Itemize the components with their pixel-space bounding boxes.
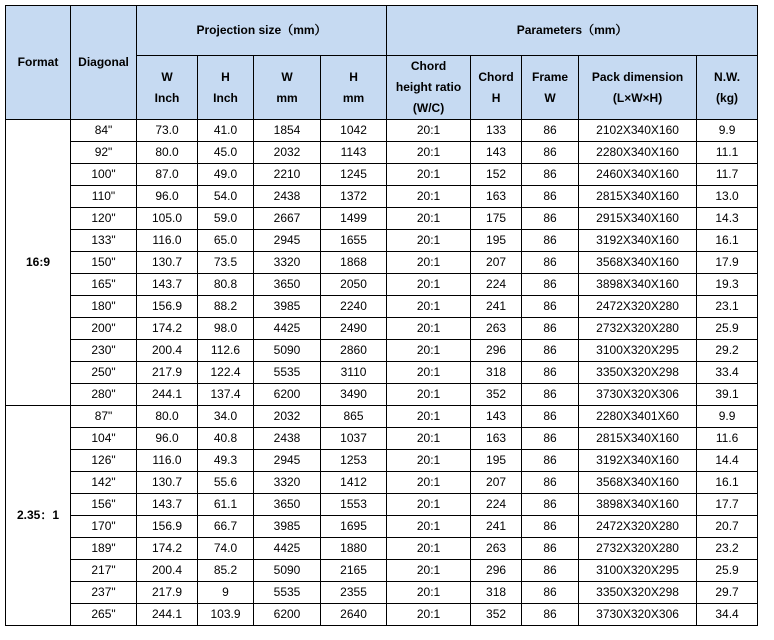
chord-ratio-cell: 20:1 (387, 274, 471, 296)
chord-h-cell: 296 (471, 340, 522, 362)
net-weight-cell: 17.7 (697, 494, 758, 516)
chord-ratio-cell: 20:1 (387, 604, 471, 626)
w-mm-cell: 2667 (254, 208, 321, 230)
h-mm-cell: 1245 (321, 164, 387, 186)
h-mm-cell: 1499 (321, 208, 387, 230)
net-weight-cell: 20.7 (697, 516, 758, 538)
h-inch-cell: 103.9 (198, 604, 254, 626)
table-row (6, 604, 758, 626)
table-row (6, 428, 758, 450)
frame-w-cell: 86 (522, 406, 579, 428)
w-mm-cell: 2032 (254, 142, 321, 164)
h-mm-cell: 1655 (321, 230, 387, 252)
projection-size-header: Projection size（mm） (137, 6, 387, 56)
h-inch-cell: 59.0 (198, 208, 254, 230)
h-inch-cell: 88.2 (198, 296, 254, 318)
w-mm-cell: 6200 (254, 384, 321, 406)
pack-dimension-cell: 2280X340X160 (579, 142, 697, 164)
w-mm-cell: 2945 (254, 450, 321, 472)
chord-ratio-cell: 20:1 (387, 494, 471, 516)
col-chord-h: Chord H (471, 56, 522, 120)
h-inch-cell: 98.0 (198, 318, 254, 340)
frame-w-cell: 86 (522, 120, 579, 142)
net-weight-cell: 16.1 (697, 472, 758, 494)
w-mm-cell: 4425 (254, 318, 321, 340)
w-inch-cell: 200.4 (137, 340, 198, 362)
diagonal-cell: 104" (71, 428, 137, 450)
pack-dimension-cell: 2815X340X160 (579, 186, 697, 208)
pack-dimension-cell: 2732X320X280 (579, 318, 697, 340)
pack-dimension-cell: 2280X3401X60 (579, 406, 697, 428)
col-chord-ratio: Chord height ratio (W/C) (387, 56, 471, 120)
pack-dimension-cell: 3898X340X160 (579, 274, 697, 296)
chord-h-cell: 241 (471, 296, 522, 318)
col-frame-w: Frame W (522, 56, 579, 120)
chord-h-cell: 175 (471, 208, 522, 230)
pack-dimension-cell: 2815X340X160 (579, 428, 697, 450)
net-weight-cell: 9.9 (697, 406, 758, 428)
col-w-mm: W mm (254, 56, 321, 120)
diagonal-cell: 280" (71, 384, 137, 406)
w-inch-cell: 87.0 (137, 164, 198, 186)
pack-dimension-cell: 2472X320X280 (579, 516, 697, 538)
h-inch-cell: 74.0 (198, 538, 254, 560)
pack-dimension-cell: 2915X340X160 (579, 208, 697, 230)
chord-h-cell: 207 (471, 472, 522, 494)
net-weight-cell: 39.1 (697, 384, 758, 406)
table-row (6, 208, 758, 230)
table-row (6, 516, 758, 538)
diagonal-cell: 92" (71, 142, 137, 164)
diagonal-cell: 87" (71, 406, 137, 428)
chord-ratio-cell: 20:1 (387, 560, 471, 582)
w-mm-cell: 4425 (254, 538, 321, 560)
diagonal-cell: 150" (71, 252, 137, 274)
net-weight-cell: 29.7 (697, 582, 758, 604)
frame-w-cell: 86 (522, 384, 579, 406)
col-h-inch: H Inch (198, 56, 254, 120)
frame-w-cell: 86 (522, 428, 579, 450)
net-weight-cell: 23.1 (697, 296, 758, 318)
col-net-weight: N.W. (kg) (697, 56, 758, 120)
h-mm-cell: 2165 (321, 560, 387, 582)
table-row (6, 362, 758, 384)
chord-ratio-cell: 20:1 (387, 296, 471, 318)
w-mm-cell: 5535 (254, 362, 321, 384)
table-row (6, 450, 758, 472)
spec-table (5, 5, 758, 626)
h-mm-cell: 1042 (321, 120, 387, 142)
w-inch-cell: 130.7 (137, 472, 198, 494)
w-inch-cell: 80.0 (137, 406, 198, 428)
chord-h-cell: 143 (471, 142, 522, 164)
h-mm-cell: 2860 (321, 340, 387, 362)
w-inch-cell: 116.0 (137, 230, 198, 252)
chord-ratio-cell: 20:1 (387, 582, 471, 604)
diagonal-cell: 189" (71, 538, 137, 560)
h-mm-cell: 2355 (321, 582, 387, 604)
diagonal-cell: 217" (71, 560, 137, 582)
w-mm-cell: 6200 (254, 604, 321, 626)
chord-h-cell: 224 (471, 494, 522, 516)
w-mm-cell: 5090 (254, 560, 321, 582)
w-mm-cell: 3320 (254, 472, 321, 494)
net-weight-cell: 23.2 (697, 538, 758, 560)
chord-h-cell: 241 (471, 516, 522, 538)
frame-w-cell: 86 (522, 296, 579, 318)
table-row (6, 406, 758, 428)
chord-h-cell: 195 (471, 230, 522, 252)
chord-h-cell: 195 (471, 450, 522, 472)
chord-ratio-cell: 20:1 (387, 252, 471, 274)
w-inch-cell: 200.4 (137, 560, 198, 582)
chord-ratio-cell: 20:1 (387, 362, 471, 384)
pack-dimension-cell: 3568X340X160 (579, 472, 697, 494)
w-inch-cell: 143.7 (137, 274, 198, 296)
diagonal-cell: 84" (71, 120, 137, 142)
diagonal-cell: 126" (71, 450, 137, 472)
w-mm-cell: 3320 (254, 252, 321, 274)
w-inch-cell: 96.0 (137, 428, 198, 450)
w-inch-cell: 174.2 (137, 538, 198, 560)
chord-h-cell: 318 (471, 362, 522, 384)
h-mm-cell: 1868 (321, 252, 387, 274)
w-inch-cell: 116.0 (137, 450, 198, 472)
chord-ratio-cell: 20:1 (387, 120, 471, 142)
w-mm-cell: 3985 (254, 296, 321, 318)
w-inch-cell: 174.2 (137, 318, 198, 340)
table-row (6, 164, 758, 186)
frame-w-cell: 86 (522, 252, 579, 274)
h-inch-cell: 41.0 (198, 120, 254, 142)
h-mm-cell: 1372 (321, 186, 387, 208)
net-weight-cell: 33.4 (697, 362, 758, 384)
w-inch-cell: 244.1 (137, 604, 198, 626)
w-mm-cell: 2438 (254, 428, 321, 450)
chord-h-cell: 133 (471, 120, 522, 142)
frame-w-cell: 86 (522, 450, 579, 472)
w-inch-cell: 244.1 (137, 384, 198, 406)
chord-h-cell: 263 (471, 318, 522, 340)
table-row (6, 582, 758, 604)
frame-w-cell: 86 (522, 472, 579, 494)
h-mm-cell: 1695 (321, 516, 387, 538)
table-row (6, 296, 758, 318)
table-row (6, 340, 758, 362)
chord-h-cell: 163 (471, 186, 522, 208)
table-header (6, 6, 758, 120)
chord-ratio-cell: 20:1 (387, 186, 471, 208)
format-header: Format (6, 6, 71, 120)
net-weight-cell: 11.7 (697, 164, 758, 186)
col-h-mm: H mm (321, 56, 387, 120)
frame-w-cell: 86 (522, 494, 579, 516)
col-pack-dimension: Pack dimension (L×W×H) (579, 56, 697, 120)
diagonal-cell: 142" (71, 472, 137, 494)
net-weight-cell: 11.6 (697, 428, 758, 450)
chord-h-cell: 207 (471, 252, 522, 274)
h-inch-cell: 66.7 (198, 516, 254, 538)
diagonal-cell: 265" (71, 604, 137, 626)
w-mm-cell: 2210 (254, 164, 321, 186)
diagonal-cell: 230" (71, 340, 137, 362)
chord-ratio-cell: 20:1 (387, 428, 471, 450)
pack-dimension-cell: 2472X320X280 (579, 296, 697, 318)
net-weight-cell: 25.9 (697, 318, 758, 340)
chord-h-cell: 296 (471, 560, 522, 582)
table-row (6, 230, 758, 252)
h-inch-cell: 49.3 (198, 450, 254, 472)
w-inch-cell: 73.0 (137, 120, 198, 142)
table-body (6, 120, 758, 626)
h-inch-cell: 54.0 (198, 186, 254, 208)
chord-ratio-cell: 20:1 (387, 164, 471, 186)
h-inch-cell: 122.4 (198, 362, 254, 384)
w-inch-cell: 130.7 (137, 252, 198, 274)
h-inch-cell: 85.2 (198, 560, 254, 582)
frame-w-cell: 86 (522, 164, 579, 186)
h-mm-cell: 1037 (321, 428, 387, 450)
frame-w-cell: 86 (522, 340, 579, 362)
chord-ratio-cell: 20:1 (387, 318, 471, 340)
chord-ratio-cell: 20:1 (387, 208, 471, 230)
frame-w-cell: 86 (522, 516, 579, 538)
format-cell: 2.35：1 (6, 406, 71, 626)
diagonal-cell: 237" (71, 582, 137, 604)
diagonal-cell: 250" (71, 362, 137, 384)
chord-ratio-cell: 20:1 (387, 142, 471, 164)
h-inch-cell: 73.5 (198, 252, 254, 274)
pack-dimension-cell: 2102X340X160 (579, 120, 697, 142)
net-weight-cell: 13.0 (697, 186, 758, 208)
chord-h-cell: 263 (471, 538, 522, 560)
chord-ratio-cell: 20:1 (387, 406, 471, 428)
pack-dimension-cell: 2460X340X160 (579, 164, 697, 186)
table-row (6, 538, 758, 560)
w-mm-cell: 2945 (254, 230, 321, 252)
diagonal-cell: 110" (71, 186, 137, 208)
h-inch-cell: 45.0 (198, 142, 254, 164)
h-inch-cell: 112.6 (198, 340, 254, 362)
chord-ratio-cell: 20:1 (387, 230, 471, 252)
chord-ratio-cell: 20:1 (387, 538, 471, 560)
w-inch-cell: 217.9 (137, 582, 198, 604)
net-weight-cell: 16.1 (697, 230, 758, 252)
w-inch-cell: 80.0 (137, 142, 198, 164)
net-weight-cell: 25.9 (697, 560, 758, 582)
net-weight-cell: 17.9 (697, 252, 758, 274)
h-mm-cell: 1143 (321, 142, 387, 164)
w-mm-cell: 5090 (254, 340, 321, 362)
table-row (6, 252, 758, 274)
w-mm-cell: 3650 (254, 494, 321, 516)
h-mm-cell: 2240 (321, 296, 387, 318)
col-w-inch: W Inch (137, 56, 198, 120)
h-mm-cell: 1412 (321, 472, 387, 494)
w-mm-cell: 2438 (254, 186, 321, 208)
frame-w-cell: 86 (522, 582, 579, 604)
w-mm-cell: 3985 (254, 516, 321, 538)
chord-h-cell: 152 (471, 164, 522, 186)
table-row (6, 494, 758, 516)
table-row (6, 274, 758, 296)
diagonal-cell: 120" (71, 208, 137, 230)
h-mm-cell: 2640 (321, 604, 387, 626)
pack-dimension-cell: 3192X340X160 (579, 450, 697, 472)
chord-h-cell: 163 (471, 428, 522, 450)
diagonal-cell: 133" (71, 230, 137, 252)
frame-w-cell: 86 (522, 604, 579, 626)
frame-w-cell: 86 (522, 560, 579, 582)
chord-h-cell: 352 (471, 384, 522, 406)
h-inch-cell: 61.1 (198, 494, 254, 516)
net-weight-cell: 19.3 (697, 274, 758, 296)
table-row (6, 472, 758, 494)
pack-dimension-cell: 2732X320X280 (579, 538, 697, 560)
table-row (6, 560, 758, 582)
format-cell: 16:9 (6, 120, 71, 406)
chord-h-cell: 143 (471, 406, 522, 428)
pack-dimension-cell: 3730X320X306 (579, 384, 697, 406)
h-inch-cell: 80.8 (198, 274, 254, 296)
h-inch-cell: 65.0 (198, 230, 254, 252)
frame-w-cell: 86 (522, 208, 579, 230)
diagonal-cell: 100" (71, 164, 137, 186)
frame-w-cell: 86 (522, 230, 579, 252)
w-inch-cell: 156.9 (137, 296, 198, 318)
table-row (6, 318, 758, 340)
table-row (6, 142, 758, 164)
w-inch-cell: 96.0 (137, 186, 198, 208)
net-weight-cell: 14.4 (697, 450, 758, 472)
h-mm-cell: 865 (321, 406, 387, 428)
w-mm-cell: 5535 (254, 582, 321, 604)
w-inch-cell: 143.7 (137, 494, 198, 516)
h-inch-cell: 55.6 (198, 472, 254, 494)
pack-dimension-cell: 3100X320X295 (579, 340, 697, 362)
chord-h-cell: 318 (471, 582, 522, 604)
h-mm-cell: 3490 (321, 384, 387, 406)
frame-w-cell: 86 (522, 142, 579, 164)
w-mm-cell: 3650 (254, 274, 321, 296)
h-inch-cell: 49.0 (198, 164, 254, 186)
chord-h-cell: 352 (471, 604, 522, 626)
frame-w-cell: 86 (522, 538, 579, 560)
h-inch-cell: 34.0 (198, 406, 254, 428)
w-inch-cell: 105.0 (137, 208, 198, 230)
h-inch-cell: 137.4 (198, 384, 254, 406)
pack-dimension-cell: 3730X320X306 (579, 604, 697, 626)
net-weight-cell: 9.9 (697, 120, 758, 142)
frame-w-cell: 86 (522, 274, 579, 296)
h-inch-cell: 40.8 (198, 428, 254, 450)
frame-w-cell: 86 (522, 362, 579, 384)
h-mm-cell: 2490 (321, 318, 387, 340)
h-mm-cell: 1553 (321, 494, 387, 516)
parameters-header: Parameters（mm） (387, 6, 758, 56)
pack-dimension-cell: 3568X340X160 (579, 252, 697, 274)
net-weight-cell: 29.2 (697, 340, 758, 362)
w-mm-cell: 2032 (254, 406, 321, 428)
chord-ratio-cell: 20:1 (387, 340, 471, 362)
h-mm-cell: 2050 (321, 274, 387, 296)
pack-dimension-cell: 3192X340X160 (579, 230, 697, 252)
frame-w-cell: 86 (522, 318, 579, 340)
table-row (6, 120, 758, 142)
frame-w-cell: 86 (522, 186, 579, 208)
w-inch-cell: 217.9 (137, 362, 198, 384)
w-mm-cell: 1854 (254, 120, 321, 142)
chord-h-cell: 224 (471, 274, 522, 296)
net-weight-cell: 14.3 (697, 208, 758, 230)
chord-ratio-cell: 20:1 (387, 516, 471, 538)
pack-dimension-cell: 3350X320X298 (579, 582, 697, 604)
h-mm-cell: 1253 (321, 450, 387, 472)
net-weight-cell: 11.1 (697, 142, 758, 164)
h-mm-cell: 1880 (321, 538, 387, 560)
diagonal-cell: 156" (71, 494, 137, 516)
diagonal-cell: 165" (71, 274, 137, 296)
table-row (6, 384, 758, 406)
h-mm-cell: 3110 (321, 362, 387, 384)
pack-dimension-cell: 3100X320X295 (579, 560, 697, 582)
w-inch-cell: 156.9 (137, 516, 198, 538)
net-weight-cell: 34.4 (697, 604, 758, 626)
pack-dimension-cell: 3350X320X298 (579, 362, 697, 384)
chord-ratio-cell: 20:1 (387, 450, 471, 472)
pack-dimension-cell: 3898X340X160 (579, 494, 697, 516)
chord-ratio-cell: 20:1 (387, 472, 471, 494)
table-row (6, 186, 758, 208)
chord-ratio-cell: 20:1 (387, 384, 471, 406)
diagonal-cell: 180" (71, 296, 137, 318)
diagonal-cell: 200" (71, 318, 137, 340)
diagonal-cell: 170" (71, 516, 137, 538)
h-inch-cell: 9 (198, 582, 254, 604)
diagonal-header: Diagonal (71, 6, 137, 120)
